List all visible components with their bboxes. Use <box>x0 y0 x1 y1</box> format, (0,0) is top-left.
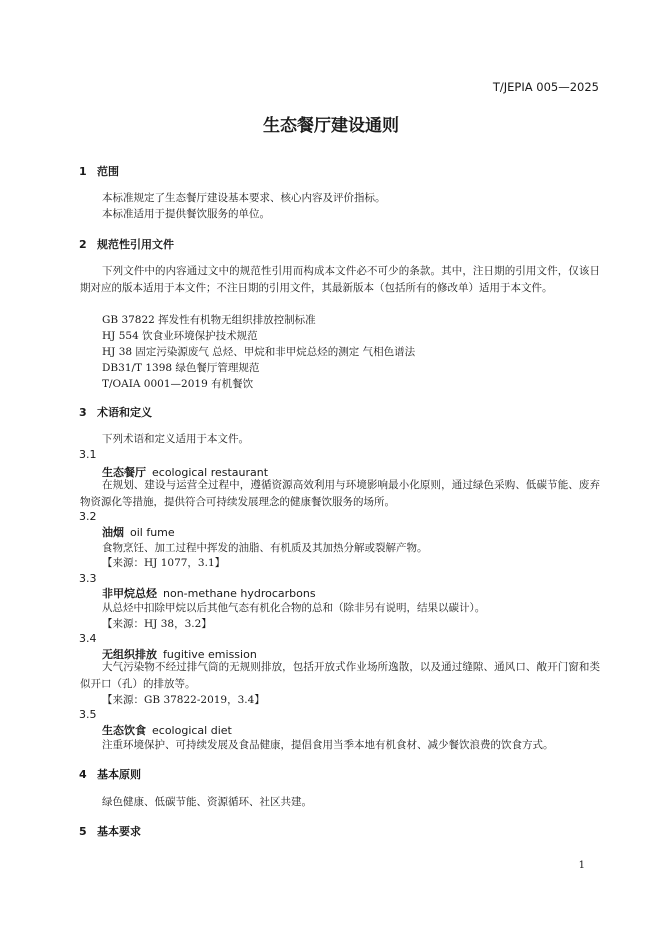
section-heading-1 <box>79 163 119 179</box>
term-cn: 无组织排放 <box>102 648 157 661</box>
reference-item: DB31/T 1398 绿色餐厅管理规范 <box>102 362 260 374</box>
term-source: 【来源：GB 37822-2019，3.4】 <box>102 694 265 706</box>
document-title: 生态餐厅建设通则 <box>263 116 399 136</box>
term-number: 3.4 <box>79 632 97 645</box>
page-number: 1 <box>578 860 585 871</box>
reference-item: T/OAIA 0001—2019 有机餐饮 <box>102 378 254 390</box>
term-cn: 生态饮食 <box>102 724 146 737</box>
term-en: non-methane hydrocarbons <box>163 587 316 600</box>
term-en: ecological diet <box>152 724 232 737</box>
paragraph: 下列文件中的内容通过文中的规范性引用而构成本文件必不可少的条款。其中，注日期的引用文件，仅该日期对应的版本适用于本文件；不注日期的引用文件，其最新版本（包括所有的修改单）适用于本文件。 <box>80 265 600 294</box>
section-title: 规范性引用文件 <box>97 238 174 251</box>
term-number: 3.3 <box>79 572 97 585</box>
section-number: 4 <box>79 768 87 781</box>
reference-item: HJ 554 饮食业环境保护技术规范 <box>102 330 258 342</box>
term-definition: 从总烃中扣除甲烷以后其他气态有机化合物的总和（除非另有说明，结果以碳计）。 <box>102 602 486 614</box>
section-heading-2 <box>79 236 174 252</box>
term-definition: 食物烹饪、加工过程中挥发的油脂、有机质及其加热分解或裂解产物。 <box>102 542 428 554</box>
term-en: ecological restaurant <box>152 466 269 479</box>
paragraph: 本标准适用于提供餐饮服务的单位。 <box>102 208 270 220</box>
term-cn: 油烟 <box>102 526 124 539</box>
term-number: 3.5 <box>79 708 97 721</box>
section-title: 基本要求 <box>97 825 141 838</box>
term-heading <box>102 585 316 601</box>
section-title: 基本原则 <box>97 768 141 781</box>
section-number: 2 <box>79 238 87 251</box>
term-source: 【来源：HJ 1077，3.1】 <box>102 557 226 569</box>
term-cn: 非甲烷总烃 <box>102 587 157 600</box>
term-en: fugitive emission <box>163 648 257 661</box>
reference-item: HJ 38 固定污染源废气 总烃、甲烷和非甲烷总烃的测定 气相色谱法 <box>102 346 416 358</box>
term-number: 3.1 <box>79 448 97 461</box>
term-definition: 大气污染物不经过排气筒的无规则排放，包括开放式作业场所逸散，以及通过缝隙、通风口、敞开门窗和类似开口（孔）的排放等。 <box>80 661 600 690</box>
term-definition: 在规划、建设与运营全过程中，遵循资源高效利用与环境影响最小化原则，通过绿色采购、低碳节能、废弃物资源化等措施，提供符合可持续发展理念的健康餐饮服务的场所。 <box>80 479 600 508</box>
term-cn: 生态餐厅 <box>102 466 146 479</box>
section-title: 范围 <box>97 165 119 178</box>
term-en: oil fume <box>130 526 175 539</box>
section-heading-3 <box>79 404 152 420</box>
term-heading <box>102 722 232 738</box>
standard-code: T/JEPIA 005—2025 <box>492 80 599 94</box>
paragraph: 绿色健康、低碳节能、资源循环、社区共建。 <box>102 796 312 808</box>
term-number: 3.2 <box>79 510 97 523</box>
paragraph: 下列术语和定义适用于本文件。 <box>102 433 249 445</box>
section-title: 术语和定义 <box>97 406 152 419</box>
reference-item: GB 37822 挥发性有机物无组织排放控制标准 <box>102 314 316 326</box>
term-source: 【来源：HJ 38，3.2】 <box>102 618 212 630</box>
section-number: 5 <box>79 825 87 838</box>
paragraph: 本标准规定了生态餐厅建设基本要求、核心内容及评价指标。 <box>102 192 386 204</box>
section-heading-5 <box>79 823 141 839</box>
section-number: 3 <box>79 406 87 419</box>
section-heading-4 <box>79 766 141 782</box>
term-definition: 注重环境保护、可持续发展及食品健康，提倡食用当季本地有机食材、减少餐饮浪费的饮食方式。 <box>102 739 554 751</box>
section-number: 1 <box>79 165 87 178</box>
term-heading <box>102 524 175 540</box>
